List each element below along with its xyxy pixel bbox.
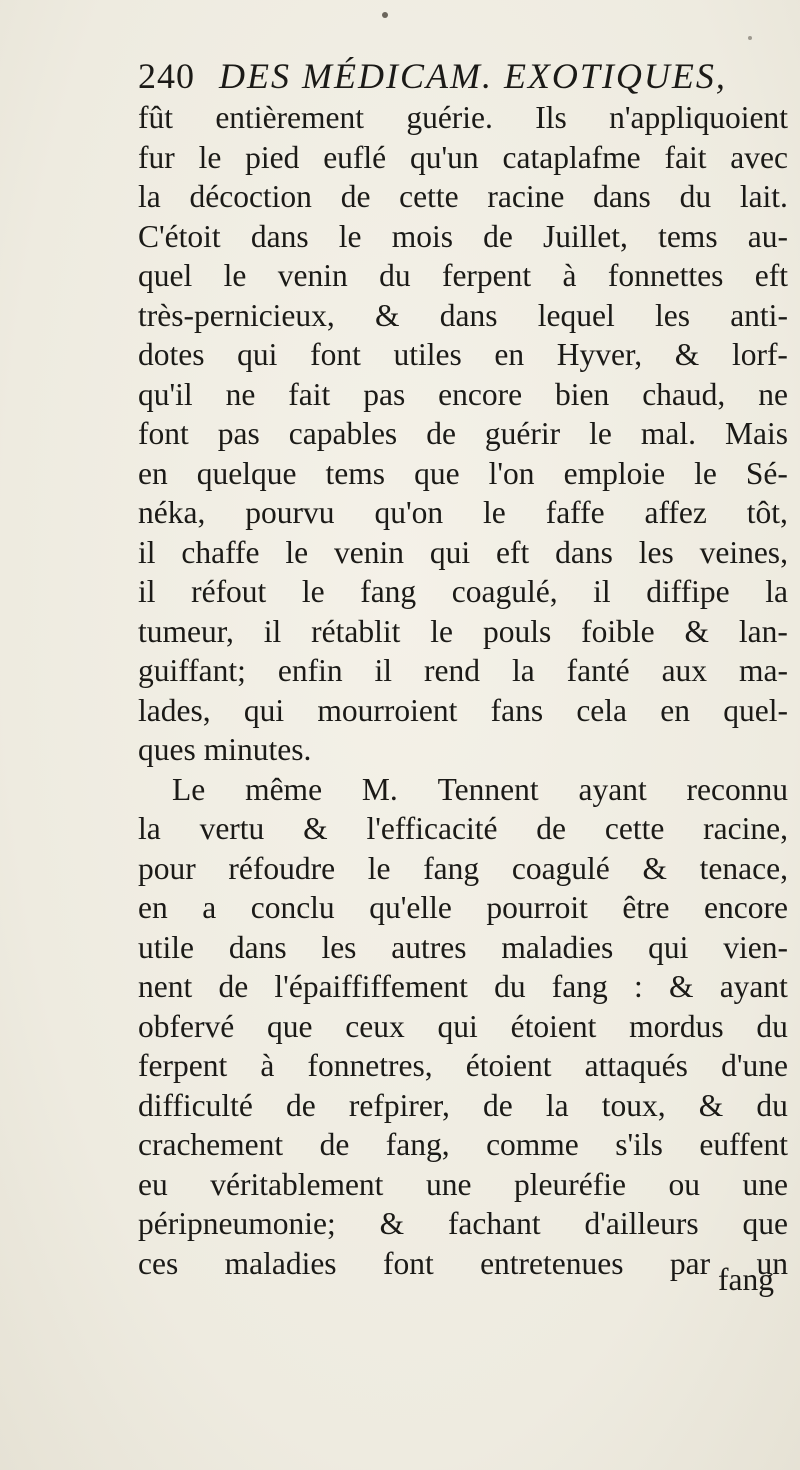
word: tôt, [746,495,788,530]
word: fachant [447,1206,541,1241]
word: Sé- [745,455,788,491]
text-line [138,1046,788,1086]
word: la [545,1087,569,1123]
word: ces [138,1245,179,1281]
word: guiffant; [138,653,246,688]
word: par [669,1245,711,1281]
word: lait. [739,179,788,214]
word: Tennent [437,771,539,807]
word: il [263,613,282,649]
word: minutes. [203,732,312,767]
word: euffent [699,1127,788,1162]
word: le [367,850,391,886]
word: qu'il [138,376,193,412]
word: l'on [488,455,535,491]
word: qu'on [374,495,444,530]
word: le [285,534,309,570]
word: le [301,574,325,609]
word: le [694,455,717,491]
word: réfout [191,574,267,609]
word: il [593,574,611,609]
word: qui [237,337,278,372]
word: & [668,969,694,1004]
word: le [483,495,506,530]
word: racine [487,179,565,214]
word: ques [138,732,196,767]
text-line [138,1244,788,1284]
word: fang [360,574,417,609]
word: le [198,139,222,175]
word: dans [439,297,498,333]
word: chaud, [642,376,726,412]
word: tems [658,218,718,254]
word: fait [288,376,331,412]
text-line [138,1165,788,1205]
word: une [742,1166,788,1202]
word: à [562,258,577,293]
word: mal. [640,416,696,451]
word: & [375,297,400,333]
text-line [138,691,788,731]
word: toux, [601,1087,666,1123]
text-line [138,493,788,533]
word: attaqués [584,1048,688,1083]
text-line [138,414,788,454]
word: au- [747,218,788,254]
word: & [379,1206,405,1241]
word: très-pernicieux, [138,297,335,333]
word: Juillet, [543,218,628,254]
word: venin [277,258,348,293]
word: qui [429,534,471,570]
text-line [138,730,788,770]
word: l'efficacité [366,811,498,846]
word: quel [138,258,193,293]
word: rend [424,653,480,688]
word: pourvu [245,495,335,530]
text-line [138,1204,788,1244]
word: ferpent [441,258,532,293]
word: d'ailleurs [584,1206,699,1241]
word: qu'un [409,139,479,175]
word: qui [437,1008,478,1044]
word: que [267,1008,313,1044]
word: en [138,455,168,491]
word: C'étoit [138,218,221,254]
word: quel- [723,692,788,728]
word: cataplafme [502,139,641,175]
word: tems [325,455,386,491]
text-line [138,612,788,652]
text-line [138,809,788,849]
word: que [742,1206,788,1241]
word: à [260,1048,275,1083]
text-line [138,256,788,296]
word: entretenues [480,1245,624,1281]
word: de [426,416,456,451]
word: enfin [277,653,343,688]
word: capables [288,416,398,451]
word: du [679,179,712,214]
word: nent [138,969,193,1004]
word: fang, [385,1127,450,1162]
word: du [494,969,526,1004]
word: utiles [393,337,462,372]
word: eft [754,258,788,293]
word: une [425,1166,472,1202]
word: avec [730,139,788,175]
word: pour [138,850,196,886]
word: qui [243,692,285,728]
text-line [138,177,788,217]
word: d'une [721,1048,788,1083]
word: de [319,1127,350,1162]
word: cela [576,692,628,728]
text-line [138,98,788,138]
word: difficulté [138,1087,253,1123]
word: décoction [189,179,312,214]
word: mordus [629,1008,724,1044]
word: coagulé, [451,574,558,609]
word: les [321,929,357,965]
word: le [223,258,247,293]
word: pied [245,139,300,175]
word: : [633,969,643,1004]
ink-speck [748,36,752,40]
text-line [138,770,788,810]
word: la [138,179,161,214]
word: s'ils [615,1127,663,1162]
word: ne [758,376,788,412]
text-line [138,335,788,375]
word: eu [138,1166,168,1202]
word: tenace, [699,850,788,886]
text-line [138,1007,788,1047]
word: du [756,1087,788,1123]
word: font [382,1245,434,1281]
word: les [654,297,690,333]
word: du [756,1008,788,1044]
word: a [202,890,217,925]
word: en [660,692,691,728]
word: pleuréfie [514,1166,626,1202]
body-text [138,98,788,1283]
word: fût [138,100,173,135]
text-line [138,454,788,494]
word: dans [555,534,613,570]
text-line [138,217,788,257]
word: qui [648,929,689,965]
catchword: fang [718,1262,774,1297]
word: coagulé [511,850,610,886]
word: diffipe [646,574,730,609]
word: étoient [510,1008,597,1044]
word: fait [664,139,707,175]
word: véritablement [210,1166,384,1202]
word: tumeur, [138,613,234,649]
word: conclu [250,890,335,925]
word: n'appliquoient [609,100,788,135]
word: fonnettes [607,258,724,293]
word: reconnu [686,771,788,807]
word: fans [490,692,544,728]
text-line [138,572,788,612]
word: le [338,218,362,254]
word: la [511,653,535,688]
word: lequel [537,297,615,333]
word: qu'elle [369,890,452,925]
word: Le [172,771,206,807]
word: utile [138,929,194,965]
word: pourroit [486,890,588,925]
text-line [138,651,788,691]
word: en [494,337,525,372]
word: pas [217,416,260,451]
word: étoient [465,1048,552,1083]
word: & [684,613,710,649]
word: ma- [739,653,788,688]
word: les [638,534,674,570]
word: refpirer, [348,1087,450,1123]
word: fanté [566,653,630,688]
word: fang [551,969,608,1004]
word: guérir [484,416,561,451]
word: font [138,416,189,451]
text-line [138,849,788,889]
word: fur [138,139,175,175]
word: le [430,613,454,649]
text-line [138,967,788,1007]
word: racine, [703,811,788,846]
word: être [622,890,670,925]
word: & [674,337,700,372]
word: affez [644,495,707,530]
word: il [138,534,156,570]
word: de [536,811,567,846]
word: emploie [563,455,666,491]
word: en [138,890,168,925]
word: veines, [699,534,788,570]
word: ceux [345,1008,405,1044]
text-line [138,533,788,573]
word: de [340,179,371,214]
word: il [374,653,393,688]
word: quelque [196,455,297,491]
word: cette [399,179,459,214]
word: péripneumonie; [138,1206,336,1241]
word: Hyver, [556,337,643,372]
text-line [138,928,788,968]
word: anti- [730,297,788,333]
word: & [642,850,667,886]
word: même [245,771,323,807]
word: encore [704,890,788,925]
word: vien- [723,929,788,965]
text-line [138,1086,788,1126]
word: néka, [138,495,206,530]
word: ayant [578,771,647,807]
word: obfervé [138,1008,235,1044]
word: eft [495,534,530,570]
text-line [138,296,788,336]
word: un [756,1245,788,1281]
word: rétablit [311,613,401,649]
word: dans [228,929,287,965]
word: crachement [138,1127,284,1162]
word: euflé [323,139,387,175]
word: mois [391,218,453,254]
word: maladies [501,929,614,965]
word: vertu [199,811,265,846]
text-line [138,1125,788,1165]
word: de [483,1087,513,1123]
word: maladies [224,1245,337,1281]
word: la [138,811,161,846]
word: lades, [138,692,211,728]
word: la [765,574,788,609]
word: ne [225,376,256,412]
word: entièrement [215,100,364,135]
word: fang [423,850,480,886]
word: de [218,969,249,1004]
word: lan- [738,613,788,649]
word: autres [391,929,467,965]
word: ferpent [138,1048,228,1083]
word: le [589,416,612,451]
word: de [286,1087,316,1123]
running-title: DES MÉDICAM. EXOTIQUES, [219,56,727,96]
word: du [379,258,411,293]
word: dans [593,179,651,214]
word: aux [661,653,708,688]
word: cette [604,811,665,846]
word: lorf- [731,337,788,372]
word: mourroient [317,692,458,728]
word: dans [250,218,309,254]
word: M. [361,771,398,807]
word: réfoudre [228,850,336,886]
page-number: 240 [138,56,195,96]
word: font [310,337,361,372]
word: venin [333,534,404,570]
word: l'épaiffiffement [274,969,468,1004]
word: Ils [535,100,567,135]
word: guérie. [406,100,493,135]
word: comme [486,1127,579,1162]
word: encore [438,376,523,412]
word: chaffe [181,534,260,570]
word: fonnetres, [307,1048,433,1083]
text-line [138,888,788,928]
word: & [698,1087,724,1123]
ink-speck [382,12,388,18]
word: pas [363,376,406,412]
word: dotes [138,337,205,372]
word: ou [668,1166,700,1202]
word: bien [555,376,610,412]
word: pouls [482,613,552,649]
word: faffe [545,495,605,530]
text-line [138,138,788,178]
text-line [138,375,788,415]
word: ayant [719,969,788,1004]
word: il [138,574,156,609]
word: de [483,218,513,254]
word: foible [581,613,655,649]
word: que [414,455,460,491]
word: Mais [725,416,788,451]
word: & [303,811,328,846]
